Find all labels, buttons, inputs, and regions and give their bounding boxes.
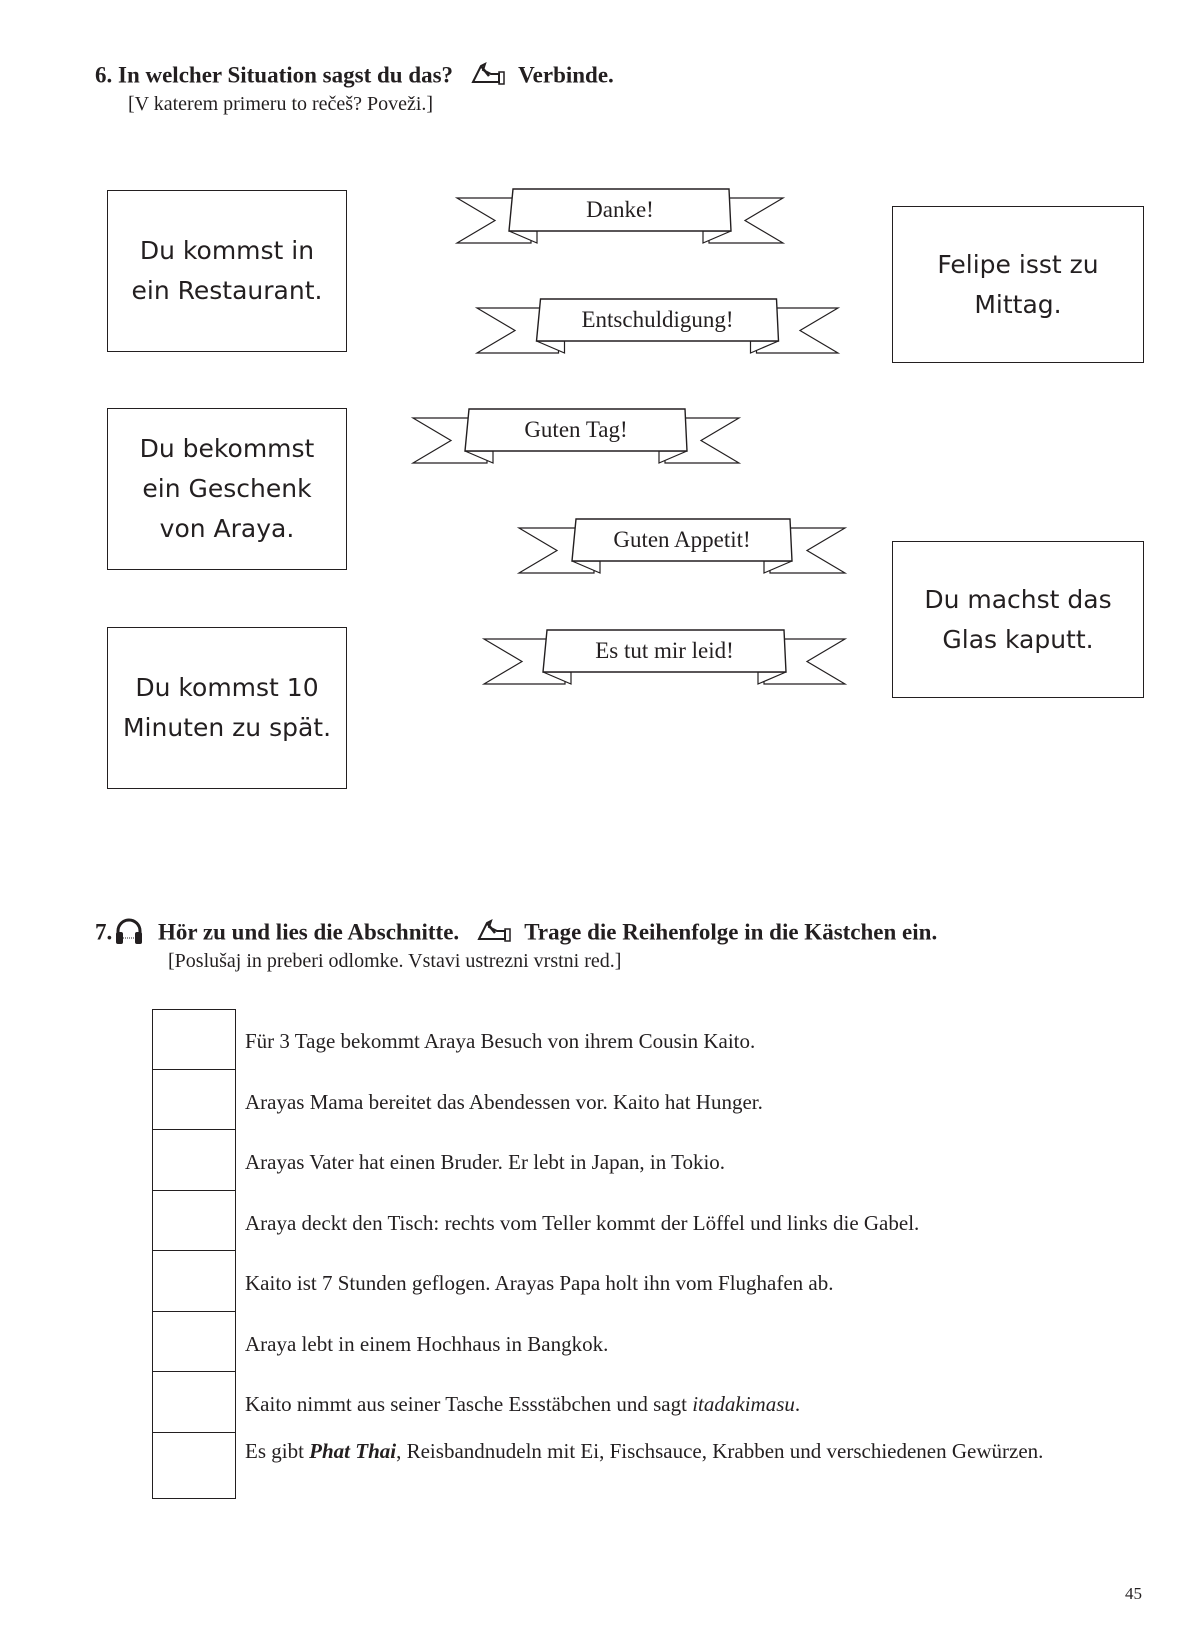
phrase-label: Guten Tag! xyxy=(524,417,628,442)
item-text-italic: itadakimasu xyxy=(692,1392,795,1416)
situation-box[interactable]: Du kommst in ein Restaurant. xyxy=(107,190,347,352)
phrase-ribbon[interactable] xyxy=(484,630,845,684)
item-text xyxy=(245,1390,1125,1418)
exercise-instruction: Trage die Reihenfolge in die Kästchen ein. xyxy=(524,919,938,945)
writing-hand-icon xyxy=(475,919,513,949)
phrase-ribbon[interactable] xyxy=(477,299,838,353)
exercise-instruction: Verbinde. xyxy=(518,62,614,88)
exercise-7-heading xyxy=(95,917,937,951)
exercise-title: In welcher Situation sagst du das? xyxy=(118,62,454,88)
order-input-box[interactable] xyxy=(152,1130,236,1191)
item-text: Arayas Vater hat einen Bruder. Er lebt in Japan, in Tokio. xyxy=(245,1150,726,1174)
item-text-part: Kaito nimmt aus seiner Tasche Essstäbchen und sagt xyxy=(245,1392,693,1416)
order-input-box[interactable] xyxy=(152,1009,236,1070)
item-text-part: . xyxy=(794,1392,801,1416)
order-input-box[interactable] xyxy=(152,1433,236,1499)
phrase-label: Es tut mir leid! xyxy=(595,638,734,663)
phrase-ribbon[interactable] xyxy=(457,189,783,243)
phrase-ribbon[interactable] xyxy=(519,519,845,573)
item-text: Araya deckt den Tisch: rechts vom Teller kommt der Löffel und links die Gabel. xyxy=(245,1210,920,1235)
exercise-title: Hör zu und lies die Abschnitte. xyxy=(158,919,460,945)
item-text xyxy=(245,1437,1125,1465)
phrase-label: Guten Appetit! xyxy=(613,527,751,552)
phrase-label: Entschuldigung! xyxy=(581,307,734,332)
item-text: Arayas Mama bereitet das Abendessen vor. Kaito hat Hunger. xyxy=(245,1089,763,1114)
item-text-part: Es gibt xyxy=(245,1438,310,1463)
situation-box[interactable]: Du machst das Glas kaputt. xyxy=(892,541,1144,698)
item-text: Kaito ist 7 Stunden geflogen. Arayas Papa holt ihn vom Flughafen ab. xyxy=(245,1271,834,1295)
order-input-box[interactable] xyxy=(152,1070,236,1131)
phrase-label: Danke! xyxy=(586,197,654,222)
exercise-6-translation: [V katerem primeru to rečeš? Poveži.] xyxy=(128,93,434,115)
order-input-box[interactable] xyxy=(152,1191,236,1252)
order-input-box[interactable] xyxy=(152,1251,236,1312)
order-input-box[interactable] xyxy=(152,1312,236,1373)
situation-box[interactable]: Felipe isst zu Mittag. xyxy=(892,206,1144,363)
item-text-part: , Reisbandnudeln mit Ei, Fischsauce, Krabben und verschiedenen Gewürzen. xyxy=(396,1438,1044,1463)
exercise-number: 6. xyxy=(95,62,113,88)
page-number: 45 xyxy=(1125,1584,1142,1603)
order-input-box[interactable] xyxy=(152,1372,236,1433)
item-text: Für 3 Tage bekommt Araya Besuch von ihrem Cousin Kaito. xyxy=(245,1029,756,1053)
writing-hand-icon xyxy=(469,62,507,92)
situation-box[interactable]: Du bekommst ein Geschenk von Araya. xyxy=(107,408,347,570)
item-text-bold-italic: Phat Thai xyxy=(309,1438,397,1463)
exercise-7-translation: [Poslušaj in preberi odlomke. Vstavi ustrezni vrstni red.] xyxy=(168,950,622,972)
headphones-icon xyxy=(114,917,144,951)
situation-box[interactable]: Du kommst 10 Minuten zu spät. xyxy=(107,627,347,789)
exercise-6-heading xyxy=(95,62,614,92)
exercise-number: 7. xyxy=(95,919,113,945)
item-text: Araya lebt in einem Hochhaus in Bangkok. xyxy=(245,1331,609,1356)
phrase-ribbon[interactable] xyxy=(413,409,739,463)
